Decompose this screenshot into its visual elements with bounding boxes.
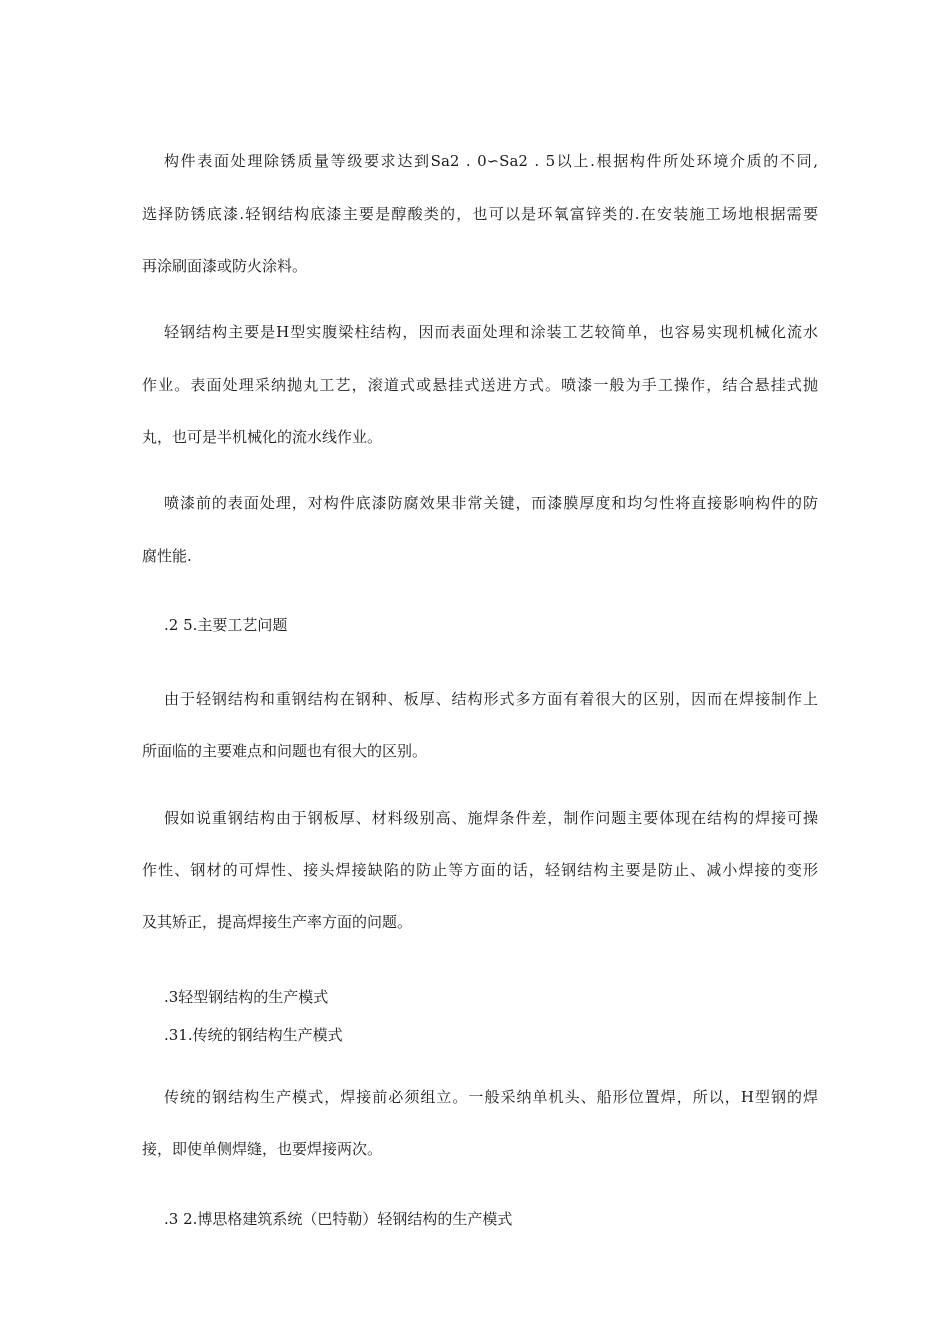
paragraph-line: 所面临的主要难点和问题也有很大的区别。 [142, 742, 428, 760]
section-heading-3: .3轻型钢结构的生产模式 [164, 988, 329, 1006]
section-heading-2-5: .2 5.主要工艺问题 [164, 616, 288, 634]
paragraph-line: 构件表面处理除锈质量等级要求达到Sa2 . 0∽Sa2 . 5以上.根据构件所处环境介质的不同, [164, 152, 818, 170]
paragraph-line: 接，即使单侧焊缝，也要焊接两次。 [142, 1140, 383, 1158]
paragraph-line: 丸，也可是半机械化的流水线作业。 [142, 428, 383, 446]
paragraph-line: 轻钢结构主要是H型实腹梁柱结构，因而表面处理和涂装工艺较简单，也容易实现机械化流水 [164, 323, 818, 341]
paragraph-line: 作业。表面处理采纳抛丸工艺，滚道式或悬挂式送进方式。喷漆一般为手工操作，结合悬挂式抛 [142, 376, 818, 394]
paragraph-line: 传统的钢结构生产模式，焊接前必须组立。一般采纳单机头、船形位置焊，所以，H型钢的焊 [164, 1088, 818, 1106]
paragraph-line: 喷漆前的表面处理，对构件底漆防腐效果非常关键，而漆膜厚度和均匀性将直接影响构件的防 [164, 494, 818, 512]
paragraph-line: 及其矫正，提高焊接生产率方面的问题。 [142, 913, 413, 931]
paragraph-line: 腐性能. [142, 547, 192, 565]
paragraph-line: 选择防锈底漆.轻钢结构底漆主要是醇酸类的，也可以是环氧富锌类的.在安装施工场地根据需要 [142, 205, 818, 223]
section-heading-3-1: .31.传统的钢结构生产模式 [164, 1026, 343, 1044]
section-heading-3-2: .3 2.博思格建筑系统（巴特勒）轻钢结构的生产模式 [164, 1210, 513, 1228]
paragraph-line: 由于轻钢结构和重钢结构在钢种、板厚、结构形式多方面有着很大的区别，因而在焊接制作上 [164, 690, 818, 708]
paragraph-line: 假如说重钢结构由于钢板厚、材料级别高、施焊条件差，制作问题主要体现在结构的焊接可操 [164, 809, 818, 827]
paragraph-line: 作性、钢材的可焊性、接头焊接缺陷的防止等方面的话，轻钢结构主要是防止、减小焊接的变形 [142, 861, 818, 879]
paragraph-line: 再涂刷面漆或防火涂料。 [142, 257, 308, 275]
